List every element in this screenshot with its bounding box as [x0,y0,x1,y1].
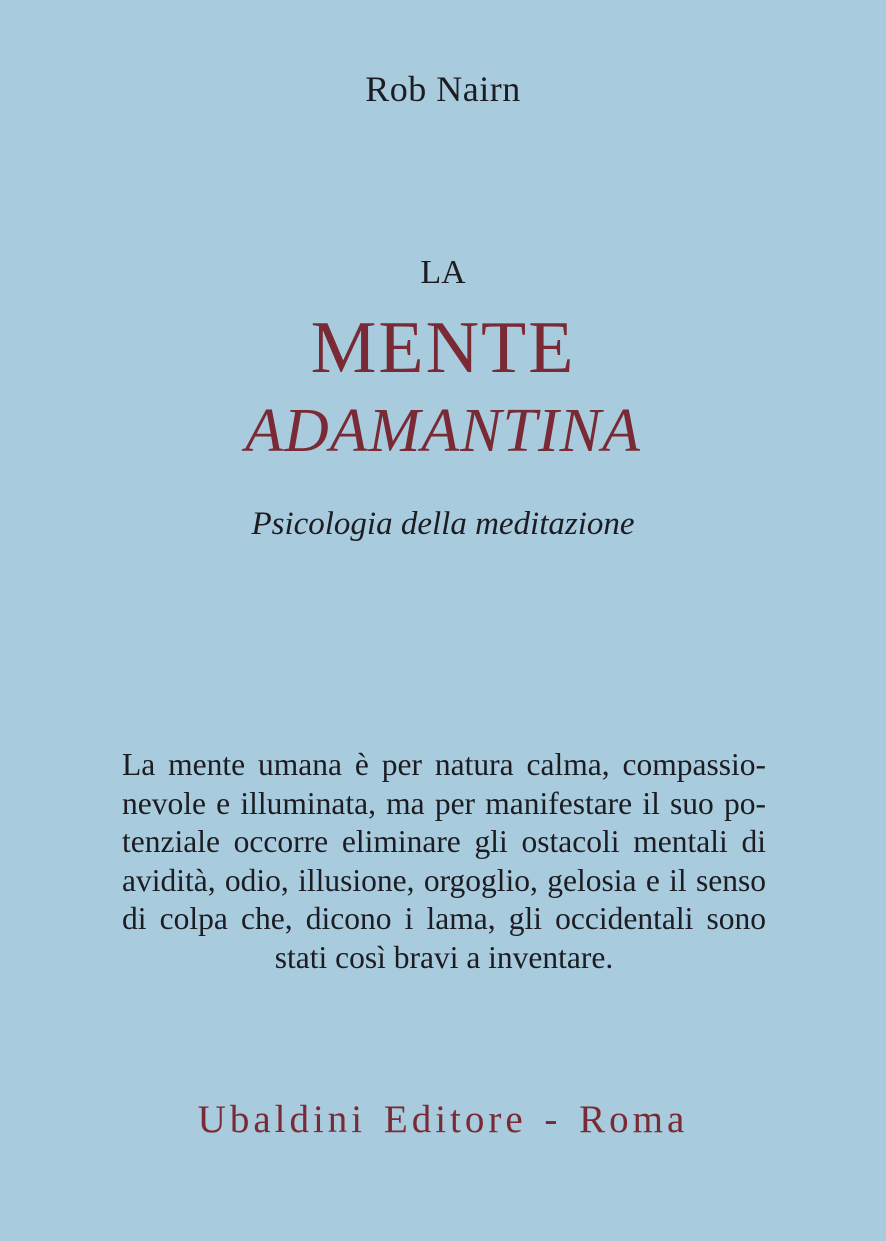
blurb-line: avidità, odio, illusione, orgoglio, gelosia e il senso [122,862,766,898]
blurb-line: nevole e illuminata, ma per manifestare il suo po- [122,785,766,821]
blurb-paragraph [122,746,766,978]
blurb-line: tenziale occorre eliminare gli ostacoli mentali di [122,824,766,860]
blurb-line: di colpa che, dicono i lama, gli occidentali sono [122,901,766,937]
title-line-1: MENTE [310,307,576,389]
subtitle: Psicologia della meditazione [251,506,635,542]
blurb-line: stati così bravi a inventare. [274,939,614,975]
title-article: LA [420,254,466,291]
title-line-2: ADAMANTINA [245,397,641,465]
publisher-imprint: Ubaldini Editore - Roma [197,1098,689,1141]
blurb-line: La mente umana è per natura calma, compassio- [122,747,766,782]
author-name: Rob Nairn [365,69,521,109]
